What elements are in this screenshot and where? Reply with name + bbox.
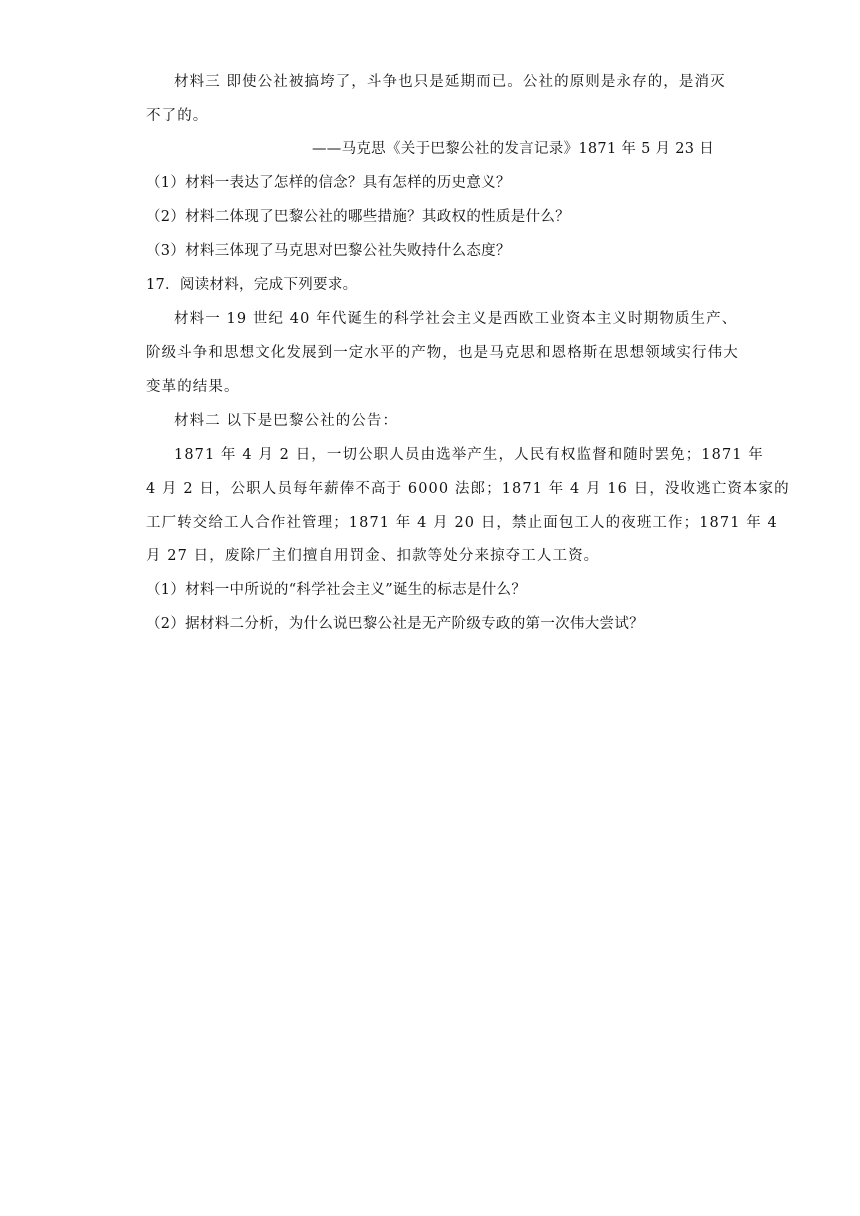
q17-material1-line-3: 变革的结果。: [146, 379, 240, 395]
q17-material1-line-2: 阶级斗争和思想文化发展到一定水平的产物，也是马克思和恩格斯在思想领域实行伟大: [146, 345, 739, 361]
q17-subquestion-1: （1）材料一中所说的“科学社会主义”诞生的标志是什么？: [146, 582, 527, 598]
q17-material2-intro: 材料二 以下是巴黎公社的公告：: [174, 413, 399, 429]
q16-subquestion-1: （1）材料一表达了怎样的信念？具有怎样的历史意义？: [146, 175, 511, 191]
q16-subquestion-2: （2）材料二体现了巴黎公社的哪些措施？其政权的性质是什么？: [146, 209, 570, 225]
q17-subquestion-2: （2）据材料二分析，为什么说巴黎公社是无产阶级专政的第一次伟大尝试？: [146, 616, 644, 632]
q17-heading: 17．阅读材料，完成下列要求。: [146, 277, 358, 293]
material3-line-2: 不了的。: [146, 108, 209, 124]
q17-material2-line-3: 工厂转交给工人合作社管理；1871 年 4 月 20 日，禁止面包工人的夜班工作；1871 年 4: [146, 515, 778, 531]
material3-source: ——马克思《关于巴黎公社的发言记录》1871 年 5 月 23 日: [311, 141, 714, 157]
q17-material1-line-1: 材料一 19 世纪 40 年代诞生的科学社会主义是西欧工业资本主义时期物质生产、: [174, 311, 738, 327]
q16-subquestion-3: （3）材料三体现了马克思对巴黎公社失败持什么态度？: [146, 243, 511, 259]
q17-material2-line-1: 1871 年 4 月 2 日，一切公职人员由选举产生，人民有权监督和随时罢免；1871 年: [174, 447, 764, 463]
q17-material2-line-4: 月 27 日，废除厂主们擅自用罚金、扣款等处分来掠夺工人工资。: [146, 548, 600, 564]
material3-line-1: 材料三 即使公社被搞垮了，斗争也只是延期而已。公社的原则是永存的，是消灭: [174, 74, 726, 90]
q17-material2-line-2: 4 月 2 日，公职人员每年薪俸不高于 6000 法郎；1871 年 4 月 16 日，没收逃亡资本家的: [146, 481, 790, 497]
